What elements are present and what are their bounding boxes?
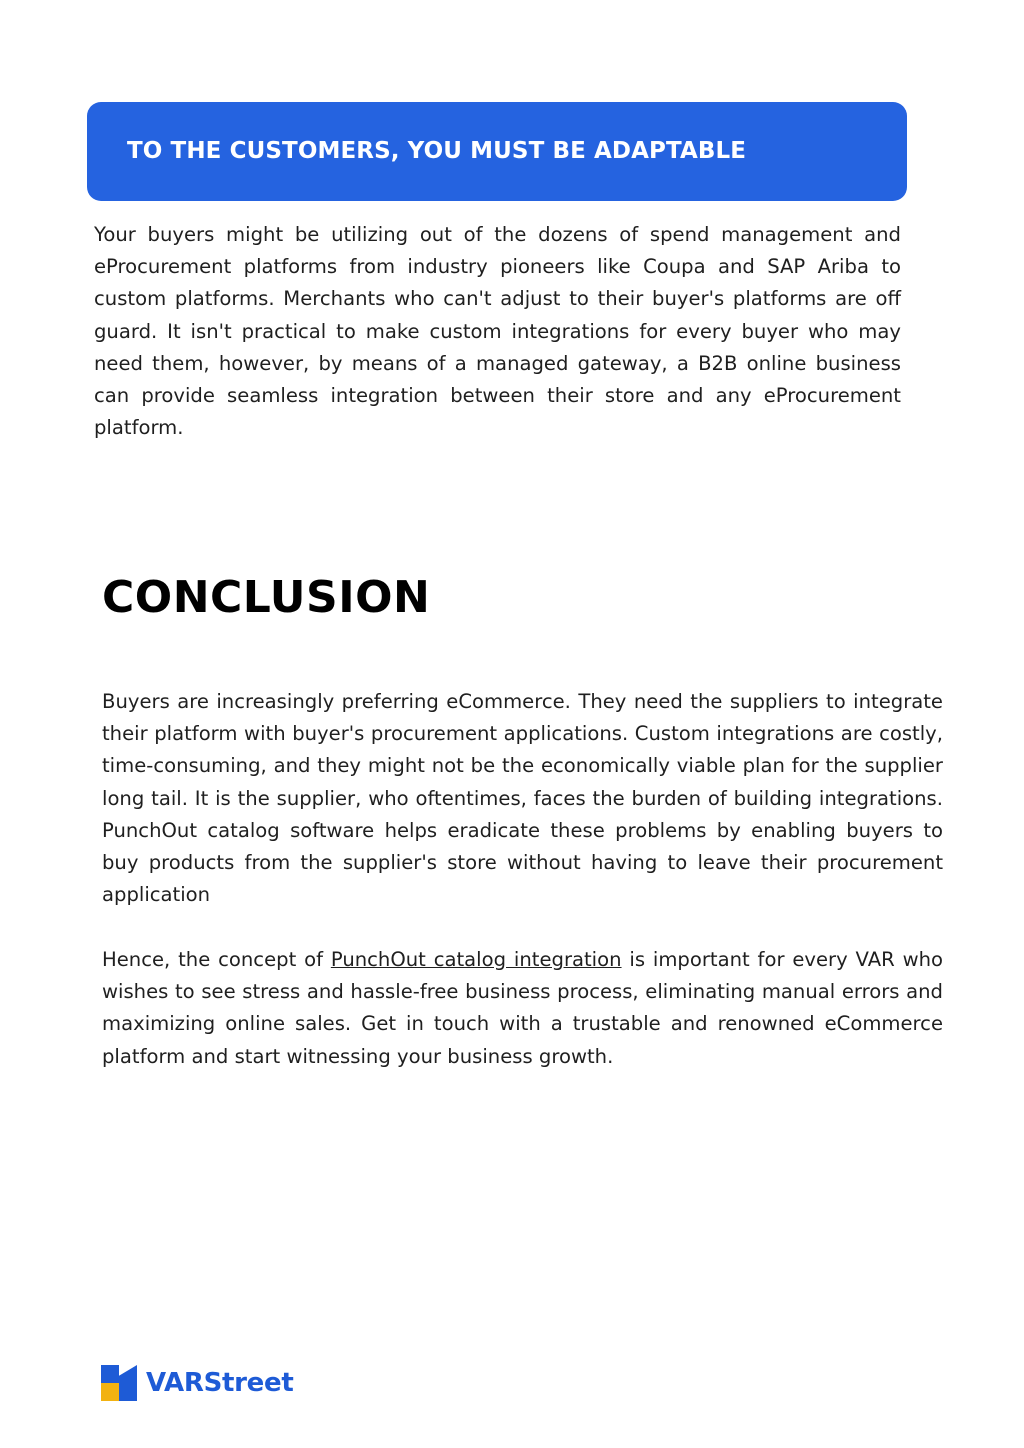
section1-body: Your buyers might be utilizing out of the dozens of spend management and eProcurement platforms from industry pioneers like Coupa and SAP Ariba to custom platforms. Merchants who can't adjust to their buyer's platforms are off guard. It isn't practical to make custom integrations for every buyer who may need them, however, by means of a managed gateway, a B2B online business can provide seamless integration between their store and any eProcurement platform. <box>94 223 901 440</box>
section-banner <box>87 102 907 201</box>
banner-title: TO THE CUSTOMERS, YOU MUST BE ADAPTABLE <box>127 138 747 164</box>
conclusion-heading: CONCLUSION <box>102 572 431 623</box>
paragraph-text-after-link: is important for every VAR who wishes to see stress and hassle-free business process, eliminating manual errors and maximizing online sales. Get in touch with a trustable and renowned eCommerce platform and start witnessing your business growth. <box>102 948 944 1068</box>
logo-wordmark: VARStreet <box>146 1368 294 1398</box>
paragraph-text-before-link: Hence, the concept of <box>102 948 331 971</box>
varstreet-logo-icon <box>101 1365 137 1401</box>
varstreet-logo <box>101 1364 293 1402</box>
punchout-catalog-integration-link[interactable]: PunchOut catalog integration <box>330 948 622 971</box>
conclusion-paragraph-1: Buyers are increasingly preferring eCommerce. They need the suppliers to integrate their platform with buyer's procurement applications. Custom integrations are costly, time-consuming, and they might not be the economically viable plan for the supplier long tail. It is the supplier, who oftentimes, faces the burden of building integrations. PunchOut catalog software helps eradicate these problems by enabling buyers to buy products from the supplier's store without having to leave their procurement application <box>102 690 943 907</box>
conclusion-paragraph-2 <box>102 944 943 1073</box>
